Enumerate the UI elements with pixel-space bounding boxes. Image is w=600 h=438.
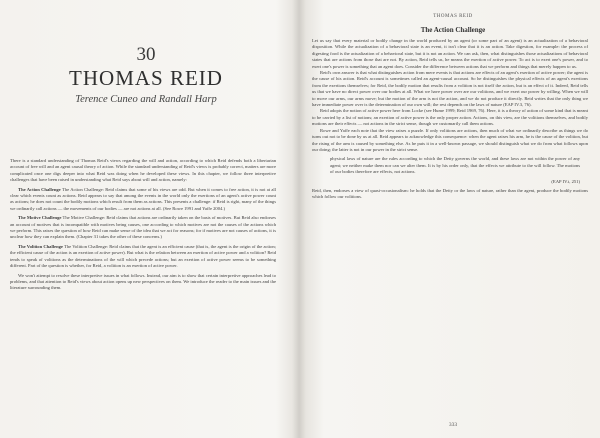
page-gutter (292, 0, 306, 438)
block-quote: physical laws of nature are the rules according to which the Deity governs the world, and these laws are not within the power of any agent; we neither make them nor can we alter them. It is by his order only, that the effects we attribute to the will follow. The motions of our bodies therefore are effects, not actions. (330, 156, 580, 175)
left-body-text (10, 158, 276, 295)
chapter-title: THOMAS REID (69, 66, 223, 90)
chapter-number: 30 (136, 44, 156, 65)
running-head: THOMAS REID (433, 14, 473, 19)
chapter-authors: Terence Cuneo and Randall Harp (75, 94, 217, 105)
volition-challenge-paragraph: The Volition Challenge The Volition Challenge: Reid claims that the agent is an efficient cause (that is, the agent is the origin of the action; the efficient cause of the action is an exertion of active power). But what is the relation between an exertion of active power and a volition? Reid tends to speak of volitions as the determinations of the will which precede actions; but an exertion of active power seems to be something different. Part of the question is whether, for Reid, a volition is an exertion of active power. (10, 243, 276, 269)
body-paragraph: Reid's own answer is that what distinguishes action from mere events is that actions are effects of an agent's exertion of active power; the agent is the cause of his action. Reid's account is sometimes called an agent-causal account. So he distinguishes the physical effects of an agent's exertions from the exertions themselves; for Reid, the bodily motion that results from a volition is not itself the action, but is an effect of it. Indeed, Reid tells us that we have no direct power over our bodies at all. What we have power over are our volitions, and we exert our power by willing. When we will to move our arms, our arms move; but the motion of the arm is not the action, and we do not produce it directly. Reid writes that the only thing we have immediate power over is the determination of our own will; the rest depends on the laws of nature (EAP IV.3, 76). (312, 70, 588, 108)
section-heading: The Action Challenge (420, 26, 486, 34)
quote-citation: (EAP IV.i, 251) (551, 178, 580, 184)
left-page (0, 0, 292, 438)
body-paragraph: Reid adopts the notion of active power here from Locke (see Hume 1999; Reid 1969, 76). Here, it is a theory of action of some kind that is meant to be carried by a list of notions; an exertion of active power is the only proper action. Actions, on this view, are the volitions themselves, and bodily motions are their effects — not actions in the strict sense, though we customarily call them actions. (312, 108, 588, 127)
right-body-text (312, 38, 588, 201)
action-challenge-paragraph: The Action Challenge The Action Challenge: Reid claims that some of his views are odd. But when it comes to free action, it is not at all clear which events count as actions. Reid appears to say that among the events in the world only the exertions of an agent's active power count as actions; he does not count the bodily motions which result from them as actions. This presents a challenge: if Reid is right, many of the things we ordinarily call actions — the movements of our bodies — are not actions at all. (See Rowe 1991 and Yaffe 2004.) (10, 186, 276, 211)
motive-challenge-paragraph: The Motive Challenge The Motive Challenge: Reid claims that actions are ordinarily taken on the basis of motives. But Reid also endorses an account of motives that is incompatible with motives being causes, one according to which motives are not the causes of the actions which we perform. This raises the question of how Reid can make sense of the idea that we act for reasons; for if motives are not causes of actions, it is unclear how they can explain them. (Chapter 31 takes the other of these concerns.) (10, 215, 276, 240)
page-number: 333 (448, 422, 458, 428)
closing-intro-paragraph: We won't attempt to resolve these interpretive issues in what follows. Instead, our aim is to show that certain interpretive approaches lead to problems, and that attention to Reid's views about action opens up new perspectives on them. We introduce the reader to the main issues and the literature surrounding them. (10, 272, 276, 291)
closing-paragraph: Reid, then, endorses a view of quasi-occasionalism: he holds that the Deity or the laws of nature, rather than the agent, produce the bodily motions which follow our volitions. (312, 187, 588, 200)
body-paragraph: Let us say that every material or bodily change in the world produced by an agent (or some part of an agent) is an actualization of a behavioral disposition. While the actualization of a behavioral state is an event, it isn't clear that it is an action. Take digestion, for example: the process of digesting food is the actualization of a behavioral state, but it is not an action. We can ask, then, what distinguishes those actualizations of behavioral states that are actions from those that are not. By action, Reid tells us, he means the exertion of active power. To act is to exert one's power, and to exert one's power is something that an agent does. Consider the difference between actions that we perform and things that merely happen to us. (312, 38, 588, 69)
body-paragraph: Rowe and Yaffe each note that the view raises a puzzle. If only volitions are actions, then much of what we ordinarily describe as things we do turns out not to be done by us at all. Reid appears to acknowledge this consequence: when the agent raises his arm, he is the cause of the volition, but the rising of the arm is caused by something else. As he puts it in a well-known passage, we should distinguish what we do from what follows upon our doing; the latter is not in our power in the strict sense. (312, 127, 588, 152)
right-page (306, 0, 600, 438)
intro-paragraph: There is a standard understanding of Thomas Reid's views regarding the will and action, according to which Reid defends both a libertarian account of free will and an agent causal theory of action. While the standard understanding of Reid's views is probably correct, matters are more complicated once one digs deeper into what Reid was doing when he developed these views. In this chapter, we follow three interpretive challenges that have been raised in understanding what Reid says about will and action, namely: (10, 158, 276, 183)
